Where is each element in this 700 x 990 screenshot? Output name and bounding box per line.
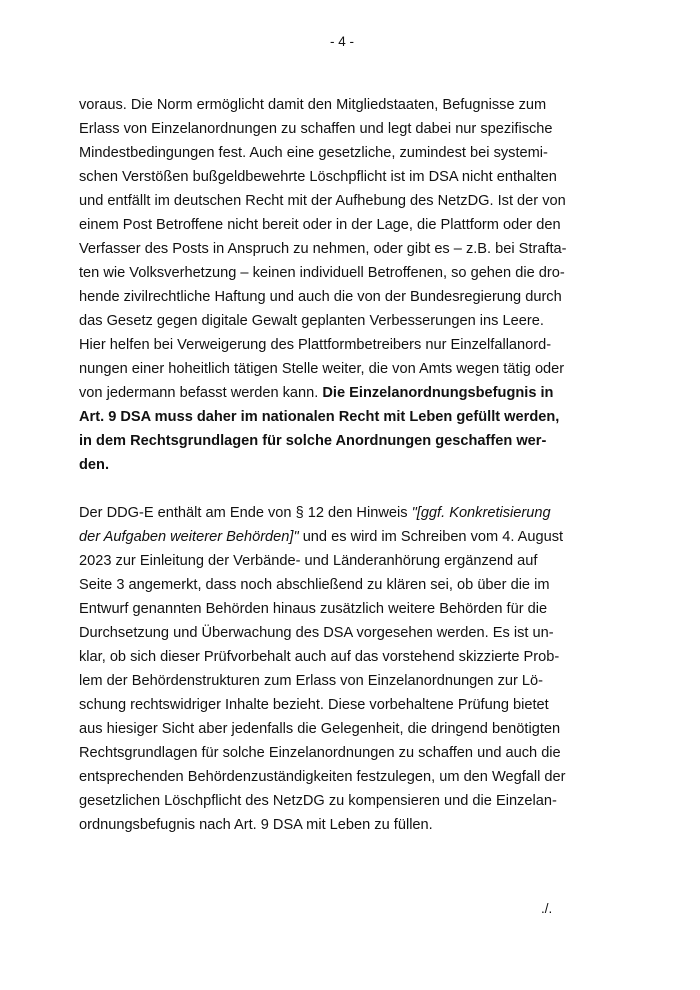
text-line: hende zivilrechtliche Haftung und auch die von der Bundesregierung durch: [79, 289, 562, 305]
text-bold: Die Einzelanordnungsbefugnis in: [322, 385, 554, 401]
text-line: [79, 381, 559, 405]
paragraph-1: [79, 93, 567, 477]
text-line-bold: Art. 9 DSA muss daher im nationalen Recht mit Leben gefüllt werden,: [79, 409, 560, 425]
text-line: aus hiesiger Sicht aber jedenfalls die Gelegenheit, die dringend benötigten: [79, 721, 561, 737]
text-line: Entwurf genannten Behörden hinaus zusätzlich weitere Behörden für die: [79, 601, 548, 617]
paragraph-spacer: [79, 477, 559, 501]
text-line: [79, 501, 559, 525]
text-line: Verfasser des Posts in Anspruch zu nehmen, oder gibt es – z.B. bei Strafta-: [79, 241, 567, 257]
text-line: schen Verstößen bußgeldbewehrte Löschpflicht ist im DSA nicht enthalten: [79, 169, 557, 185]
page-number: - 4 -: [329, 34, 354, 49]
text-normal: von jedermann befasst werden kann.: [79, 385, 323, 401]
text-line: das Gesetz gegen digitale Gewalt geplanten Verbesserungen ins Leere.: [79, 313, 544, 329]
text-line: voraus. Die Norm ermöglicht damit den Mitgliedstaaten, Befugnisse zum: [79, 97, 547, 113]
text-line: Hier helfen bei Verweigerung des Plattformbetreibers nur Einzelfallanord-: [79, 337, 552, 353]
text-line: 2023 zur Einleitung der Verbände- und Länderanhörung ergänzend auf: [79, 553, 538, 569]
text-italic: der Aufgaben weiterer Behörden]": [79, 529, 299, 545]
text-line-bold: den.: [79, 457, 109, 473]
text-line: gesetzlichen Löschpflicht des NetzDG zu kompensieren und die Einzelan-: [79, 793, 557, 809]
text-line: ten wie Volksverhetzung – keinen individuell Betroffenen, so gehen die dro-: [79, 265, 565, 281]
text-line: [79, 525, 564, 549]
text-line: schung rechtswidriger Inhalte bezieht. Diese vorbehaltene Prüfung bietet: [79, 697, 549, 713]
text-italic: "[ggf. Konkretisierung: [411, 505, 551, 521]
text-line: ordnungsbefugnis nach Art. 9 DSA mit Leben zu füllen.: [79, 817, 433, 833]
paragraph-2: [79, 501, 566, 837]
text-line: Mindestbedingungen fest. Auch eine gesetzliche, zumindest bei systemi-: [79, 145, 548, 161]
continuation-mark: ./.: [541, 901, 553, 916]
text-line: lem der Behördenstrukturen zum Erlass von Einzelanordnungen zur Lö-: [79, 673, 544, 689]
text-line: nungen einer hoheitlich tätigen Stelle weiter, die von Amts wegen tätig oder: [79, 361, 565, 377]
text-line-bold: in dem Rechtsgrundlagen für solche Anordnungen geschaffen wer-: [79, 433, 547, 449]
document-body: [79, 93, 567, 837]
text-line: einem Post Betroffene nicht bereit oder in der Lage, die Plattform oder den: [79, 217, 561, 233]
text-line: Seite 3 angemerkt, dass noch abschließend zu klären sei, ob über die im: [79, 577, 550, 593]
text-line: und entfällt im deutschen Recht mit der Aufhebung des NetzDG. Ist der von: [79, 193, 566, 209]
text-line: klar, ob sich dieser Prüfvorbehalt auch auf das vorstehend skizzierte Prob-: [79, 649, 560, 665]
text-normal: Der DDG-E enthält am Ende von § 12 den Hinweis: [79, 505, 412, 521]
text-normal: und es wird im Schreiben vom 4. August: [298, 529, 564, 545]
text-line: Durchsetzung und Überwachung des DSA vorgesehen werden. Es ist un-: [79, 625, 554, 641]
text-line: entsprechenden Behördenzuständigkeiten festzulegen, um den Wegfall der: [79, 769, 566, 785]
text-line: Erlass von Einzelanordnungen zu schaffen und legt dabei nur spezifische: [79, 121, 553, 137]
text-line: Rechtsgrundlagen für solche Einzelanordnungen zu schaffen und auch die: [79, 745, 561, 761]
